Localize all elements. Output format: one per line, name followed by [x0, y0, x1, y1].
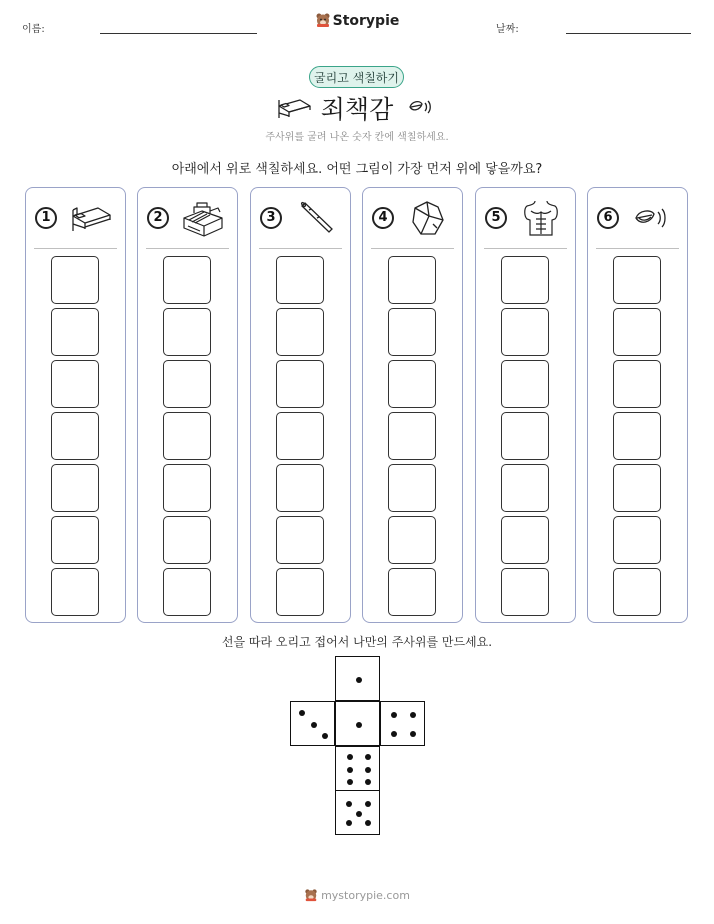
track-column-2	[137, 187, 238, 623]
color-cell[interactable]	[501, 360, 549, 408]
dice-pip	[391, 712, 397, 718]
dice-pip	[410, 731, 416, 737]
color-cell[interactable]	[501, 516, 549, 564]
color-cell[interactable]	[613, 568, 661, 616]
track-column-4	[362, 187, 463, 623]
dice-pip	[391, 731, 397, 737]
color-cell[interactable]	[276, 308, 324, 356]
dice-pip	[346, 820, 352, 826]
dice-pip	[365, 779, 371, 785]
stick-icon	[293, 198, 339, 238]
color-cell[interactable]	[276, 360, 324, 408]
color-cell[interactable]	[276, 412, 324, 460]
color-cell[interactable]	[276, 516, 324, 564]
color-cell[interactable]	[51, 516, 99, 564]
footer-url: mystorypie.com	[321, 889, 410, 902]
speaking-mouth-title-icon	[408, 98, 434, 120]
color-cell[interactable]	[388, 516, 436, 564]
track-column-3	[250, 187, 351, 623]
color-cell[interactable]	[388, 464, 436, 512]
color-cell[interactable]	[51, 412, 99, 460]
color-cell[interactable]	[163, 308, 211, 356]
color-cell[interactable]	[501, 308, 549, 356]
color-cell[interactable]	[51, 464, 99, 512]
activity-badge: 굴리고 색칠하기	[309, 66, 404, 88]
page-subtitle: 주사위를 굴려 나온 숫자 칸에 색칠하세요.	[265, 132, 449, 143]
column-divider	[259, 248, 342, 249]
dice-pip	[346, 801, 352, 807]
color-cell[interactable]	[613, 464, 661, 512]
track-column-6	[587, 187, 688, 623]
color-cell[interactable]	[613, 308, 661, 356]
color-cell[interactable]	[163, 464, 211, 512]
color-cell[interactable]	[501, 412, 549, 460]
dice-face-6	[335, 746, 380, 791]
dice-pip	[311, 722, 317, 728]
dice-face-1	[335, 656, 380, 701]
instructions: 아래에서 위로 색칠하세요. 어떤 그림이 가장 먼저 위에 닿을까요?	[171, 162, 543, 177]
column-divider	[596, 248, 679, 249]
column-divider	[34, 248, 117, 249]
dice-pip	[365, 767, 371, 773]
torso-icon	[518, 198, 564, 238]
color-cell[interactable]	[51, 360, 99, 408]
rock-icon	[405, 198, 451, 238]
color-cell[interactable]	[613, 256, 661, 304]
column-number: 3	[260, 207, 282, 229]
color-cell[interactable]	[51, 308, 99, 356]
dice-pip	[356, 677, 362, 683]
color-cell[interactable]	[501, 256, 549, 304]
dice-pip	[347, 779, 353, 785]
brand-name: Storypie	[332, 13, 400, 29]
dice-pip	[347, 754, 353, 760]
color-cell[interactable]	[613, 516, 661, 564]
dice-pip	[365, 820, 371, 826]
color-cell[interactable]	[613, 360, 661, 408]
bed-icon	[68, 198, 114, 238]
brand-logo	[0, 12, 714, 32]
color-cell[interactable]	[163, 360, 211, 408]
dice-face-4	[380, 701, 425, 746]
color-cell[interactable]	[388, 256, 436, 304]
column-number: 5	[485, 207, 507, 229]
speaking-mouth-icon	[630, 198, 676, 238]
color-cell[interactable]	[163, 568, 211, 616]
bear-logo-icon	[315, 12, 331, 32]
color-cell[interactable]	[501, 464, 549, 512]
name-line	[100, 33, 257, 34]
dice-caption: 선을 따라 오리고 접어서 나만의 주사위를 만드세요.	[221, 635, 493, 649]
column-number: 6	[597, 207, 619, 229]
dice-face-5	[335, 790, 380, 835]
page-title: 죄책감	[320, 95, 394, 124]
color-cell[interactable]	[51, 568, 99, 616]
column-number: 2	[147, 207, 169, 229]
track-column-5	[475, 187, 576, 623]
color-cell[interactable]	[163, 516, 211, 564]
color-cell[interactable]	[388, 568, 436, 616]
dice-pip	[410, 712, 416, 718]
dice-face-1	[335, 701, 380, 746]
date-label: 날짜:	[496, 24, 519, 35]
column-divider	[484, 248, 567, 249]
color-cell[interactable]	[388, 412, 436, 460]
column-number: 4	[372, 207, 394, 229]
color-cell[interactable]	[163, 412, 211, 460]
color-cell[interactable]	[388, 308, 436, 356]
color-cell[interactable]	[163, 256, 211, 304]
color-cell[interactable]	[276, 464, 324, 512]
color-cell[interactable]	[51, 256, 99, 304]
dice-pip	[365, 754, 371, 760]
track-column-1	[25, 187, 126, 623]
dice-pip	[322, 733, 328, 739]
date-line	[566, 33, 691, 34]
color-cell[interactable]	[613, 412, 661, 460]
column-divider	[146, 248, 229, 249]
dice-pip	[347, 767, 353, 773]
color-cell[interactable]	[501, 568, 549, 616]
dice-face-3	[290, 701, 335, 746]
color-cell[interactable]	[276, 568, 324, 616]
footer	[0, 888, 714, 905]
name-label: 이름:	[22, 24, 45, 35]
dice-pip	[365, 801, 371, 807]
dice-pip	[356, 811, 362, 817]
color-cell[interactable]	[276, 256, 324, 304]
toolbox-icon	[180, 198, 226, 238]
color-cell[interactable]	[388, 360, 436, 408]
column-number: 1	[35, 207, 57, 229]
bear-logo-icon	[304, 888, 318, 905]
dice-pip	[356, 722, 362, 728]
dice-pip	[299, 710, 305, 716]
column-divider	[371, 248, 454, 249]
